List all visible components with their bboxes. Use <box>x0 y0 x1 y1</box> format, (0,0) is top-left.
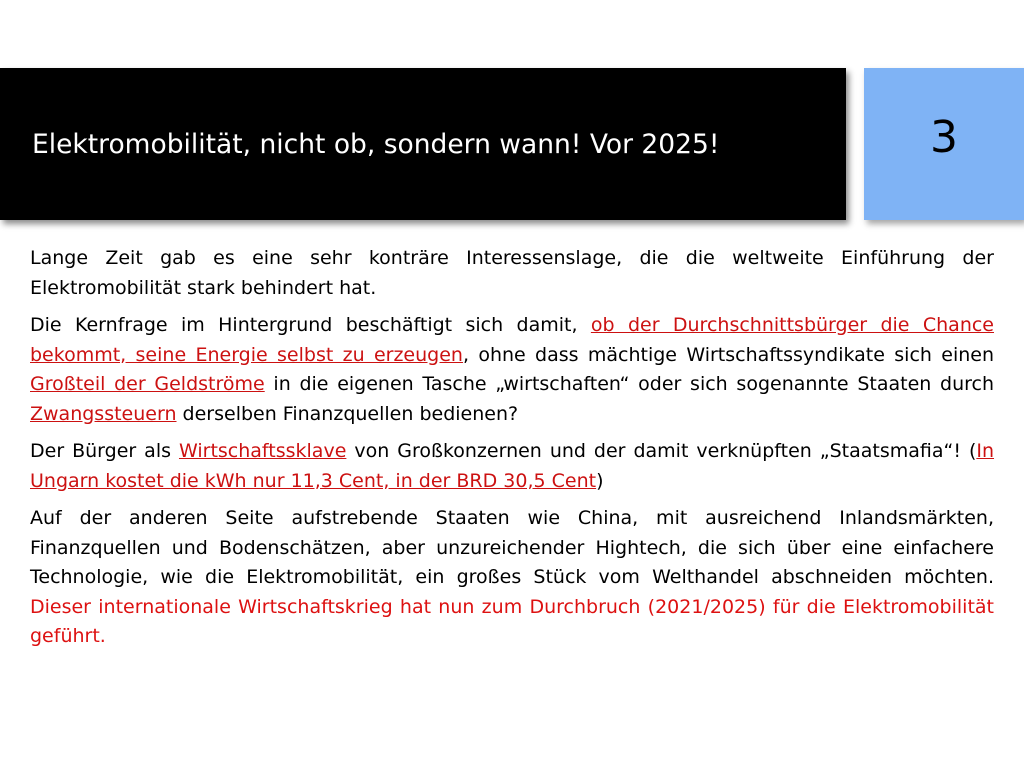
paragraph-3-text-2: von Großkonzernen und der damit verknüpften „Staatsmafia“! ( <box>346 440 977 462</box>
link-energie-selbst-erzeugen[interactable]: ob der Durchschnittsbürger die Chance bekommt, seine Energie selbst zu erzeugen <box>30 314 994 366</box>
slide-number: 3 <box>930 112 958 163</box>
link-zwangssteuern[interactable]: Zwangssteuern <box>30 402 177 425</box>
link-grossteil-geldstroeme[interactable]: Großteil der Geldströme <box>30 373 265 395</box>
paragraph-3 <box>30 437 994 496</box>
paragraph-4-highlight: Dieser internationale Wirtschaftskrieg hat nun zum Durchbruch (2021/2025) für die Elektromobilität geführt. <box>30 595 994 647</box>
paragraph-2-text-4: derselben Finanzquellen bedienen? <box>176 402 519 425</box>
paragraph-2-text-3: in die eigenen Tasche „wirtschaften“ oder sich sogenannte Staaten durch <box>264 373 994 395</box>
title-bar <box>0 68 846 220</box>
slide-number-box <box>864 68 1024 220</box>
paragraph-1 <box>30 244 994 303</box>
paragraph-4 <box>30 504 994 652</box>
slide-body <box>30 244 994 660</box>
slide-title: Elektromobilität, nicht ob, sondern wann! Vor 2025! <box>32 129 720 161</box>
paragraph-2-text-1: Die Kernfrage im Hintergrund beschäftigt sich damit, <box>30 314 591 336</box>
paragraph-4-text-1: Auf der anderen Seite aufstrebende Staaten wie China, mit ausreichend Inlandsmärkten, Finanzquellen und Bodenschätzen, aber unzureichender Hightech, die sich über eine einfachere Technologie, wie die Elektromobilität, ein großes Stück vom Welthandel abschneiden möchten. <box>30 507 994 588</box>
paragraph-1-text: Lange Zeit gab es eine sehr konträre Interessenslage, die die weltweite Einführung der Elektromobilität stark behindert hat. <box>30 247 994 299</box>
paragraph-2-text-2: , ohne dass mächtige Wirtschaftssyndikate sich einen <box>462 343 994 366</box>
link-wirtschaftssklave[interactable]: Wirtschaftssklave <box>178 440 347 462</box>
paragraph-2 <box>30 311 994 429</box>
paragraph-3-text-3: ) <box>596 469 604 492</box>
link-strompreis-vergleich[interactable]: In Ungarn kostet die kWh nur 11,3 Cent, in der BRD 30,5 Cent <box>30 440 995 492</box>
paragraph-3-text-1: Der Bürger als <box>30 440 179 462</box>
